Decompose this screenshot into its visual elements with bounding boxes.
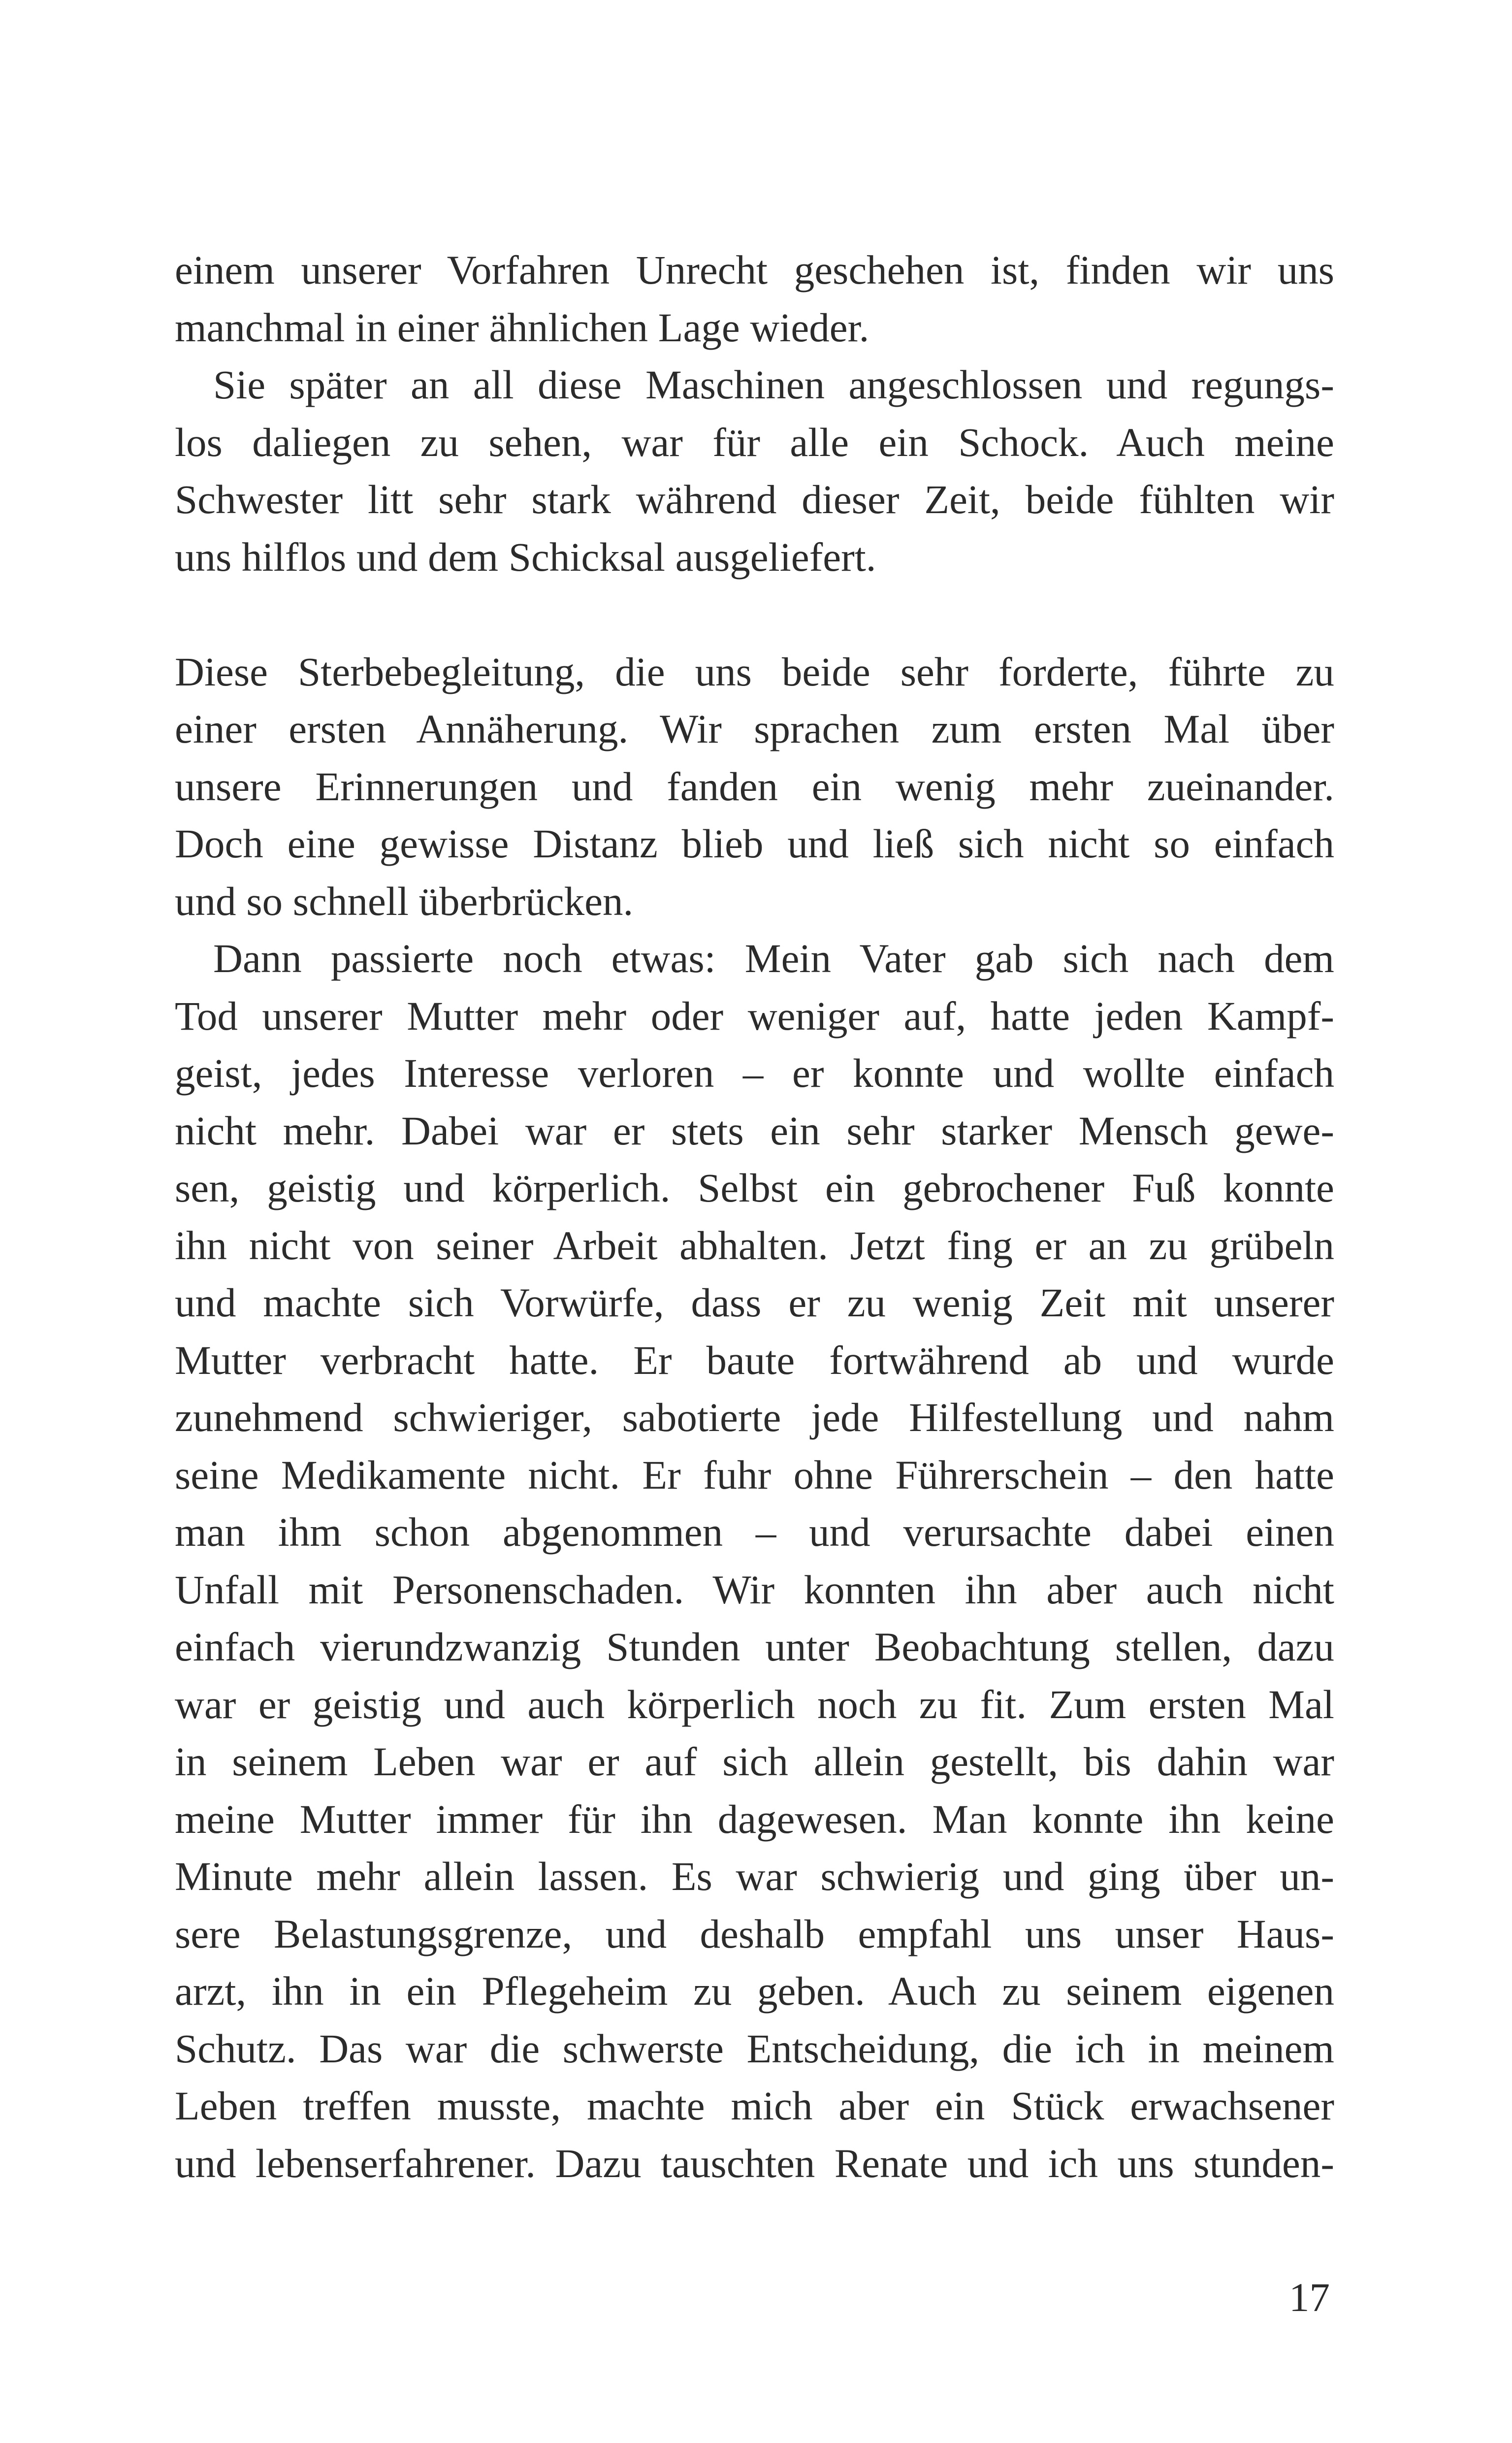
text-line: und machte sich Vorwürfe, dass er zu wenig Zeit mit unserer — [175, 1280, 1334, 1325]
paragraph — [175, 930, 1334, 2192]
paragraph-gap — [175, 586, 1334, 643]
text-line: geist, jedes Interesse verloren – er konnte und wollte einfach — [175, 1050, 1334, 1096]
text-line: meine Mutter immer für ihn dagewesen. Man konnte ihn keine — [175, 1796, 1334, 1842]
text-line: Diese Sterbebegleitung, die uns beide sehr forderte, führte zu — [175, 649, 1334, 694]
text-line: war er geistig und auch körperlich noch zu fit. Zum ersten Mal — [175, 1681, 1334, 1727]
text-line: Leben treffen musste, machte mich aber ein Stück erwachsener — [175, 2083, 1334, 2128]
text-line: zunehmend schwieriger, sabotierte jede Hilfestellung und nahm — [175, 1395, 1334, 1440]
text-line: seine Medikamente nicht. Er fuhr ohne Führerschein – den hatte — [175, 1452, 1334, 1498]
text-line: Doch eine gewisse Distanz blieb und ließ sich nicht so einfach — [175, 821, 1334, 866]
text-line: Tod unserer Mutter mehr oder weniger auf, hatte jeden Kampf- — [175, 993, 1334, 1039]
text-line: man ihm schon abgenommen – und verursachte dabei einen — [175, 1509, 1334, 1555]
text-line: nicht mehr. Dabei war er stets ein sehr starker Mensch gewe- — [175, 1107, 1334, 1153]
text-line: Sie später an all diese Maschinen angeschlossen und regungs- — [213, 362, 1334, 407]
text-line: ihn nicht von seiner Arbeit abhalten. Jetzt fing er an zu grübeln — [175, 1222, 1334, 1268]
text-line: sere Belastungsgrenze, und deshalb empfahl uns unser Haus- — [175, 1911, 1334, 1956]
text-line: sen, geistig und körperlich. Selbst ein gebrochener Fuß konnte — [175, 1165, 1334, 1210]
text-line: uns hilflos und dem Schicksal ausgeliefert. — [175, 534, 876, 580]
page-number: 17 — [1289, 2275, 1330, 2320]
text-line: und so schnell überbrücken. — [175, 878, 634, 924]
text-line: Dann passierte noch etwas: Mein Vater gab sich nach dem — [213, 936, 1334, 981]
text-line: unsere Erinnerungen und fanden ein wenig mehr zueinander. — [175, 763, 1334, 809]
text-line: und lebenserfahrener. Dazu tauschten Renate und ich uns stunden- — [175, 2140, 1334, 2186]
paragraph — [175, 356, 1334, 586]
text-line: los daliegen zu sehen, war für alle ein Schock. Auch meine — [175, 419, 1334, 465]
text-line: Unfall mit Personenschaden. Wir konnten ihn aber auch nicht — [175, 1566, 1334, 1612]
text-line: in seinem Leben war er auf sich allein gestellt, bis dahin war — [175, 1739, 1334, 1784]
text-line: manchmal in einer ähnlichen Lage wieder. — [175, 304, 869, 350]
text-line: einer ersten Annäherung. Wir sprachen zum ersten Mal über — [175, 706, 1334, 751]
body-text — [175, 241, 1334, 2192]
paragraph — [175, 241, 1334, 356]
text-line: einfach vierundzwanzig Stunden unter Beobachtung stellen, dazu — [175, 1624, 1334, 1669]
text-line: einem unserer Vorfahren Unrecht geschehen ist, finden wir uns — [175, 247, 1334, 293]
text-line: Schwester litt sehr stark während dieser Zeit, beide fühlten wir — [175, 477, 1334, 522]
text-line: Schutz. Das war die schwerste Entscheidung, die ich in meinem — [175, 2025, 1334, 2071]
text-line: arzt, ihn in ein Pflegeheim zu geben. Auch zu seinem eigenen — [175, 1968, 1334, 2014]
text-line: Mutter verbracht hatte. Er baute fortwährend ab und wurde — [175, 1337, 1334, 1383]
paragraph — [175, 643, 1334, 930]
text-line: Minute mehr allein lassen. Es war schwierig und ging über un- — [175, 1854, 1334, 1899]
